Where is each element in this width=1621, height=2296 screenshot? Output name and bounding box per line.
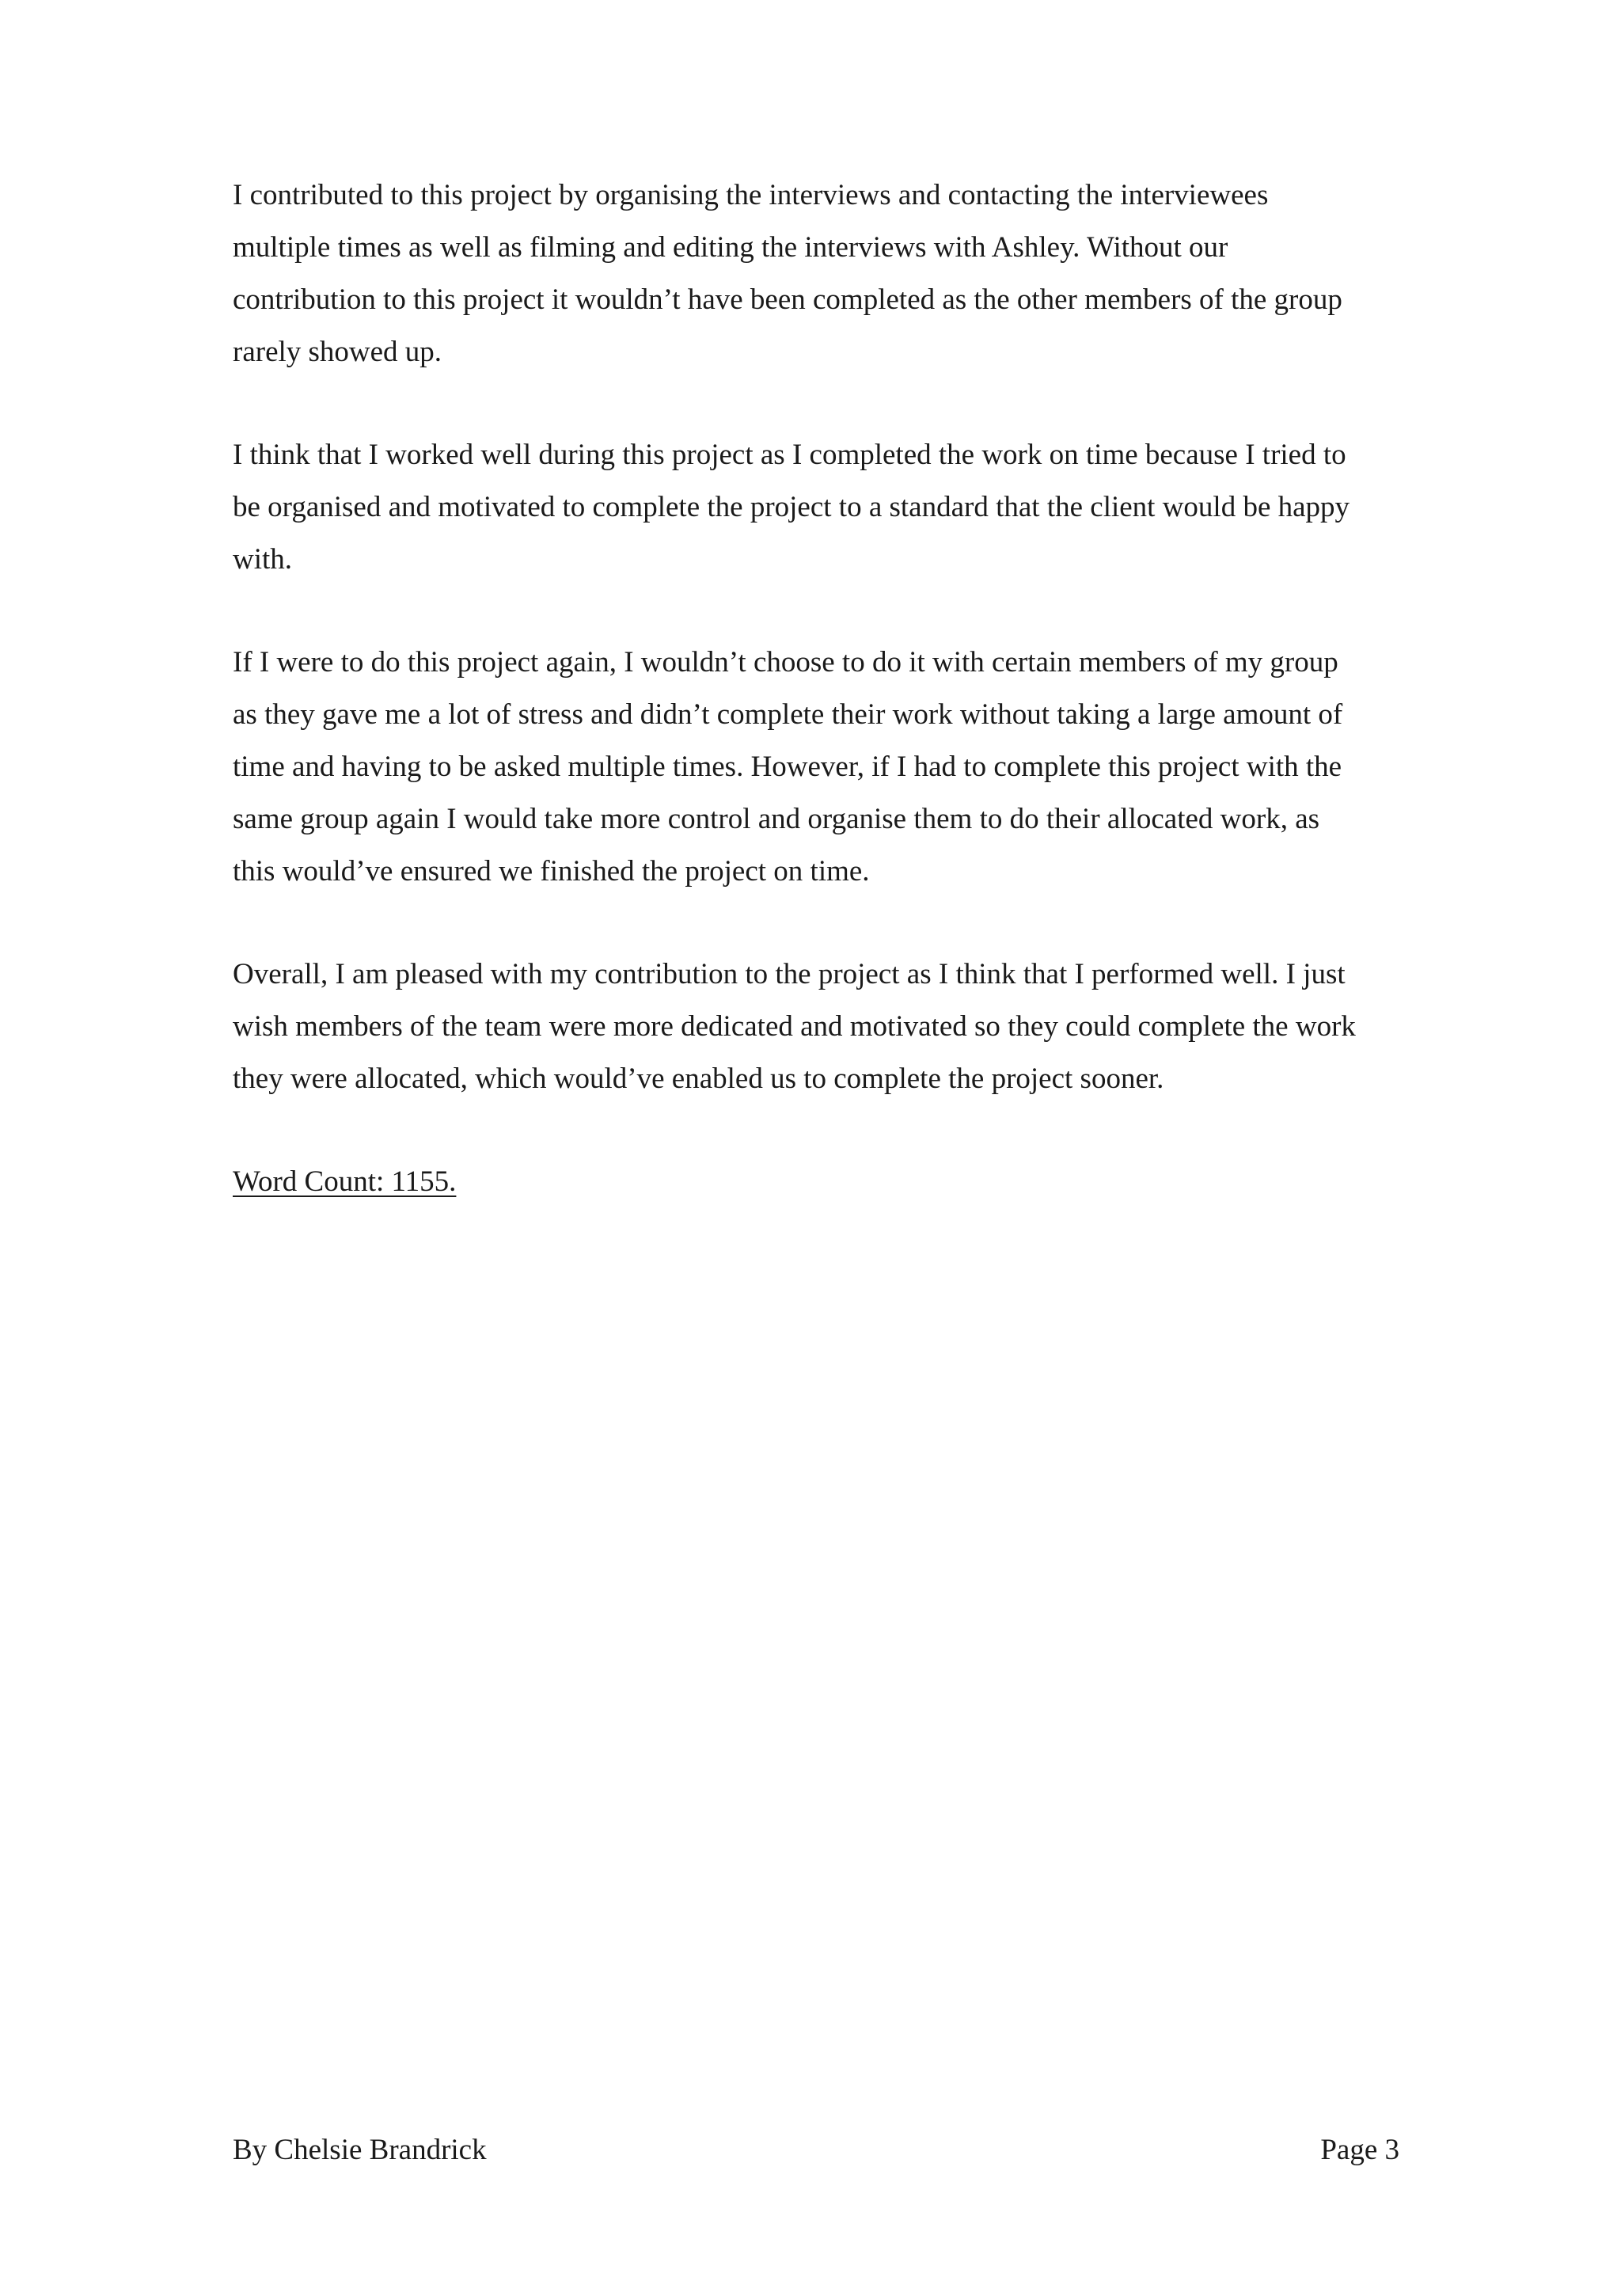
- text-line: multiple times as well as filming and editing the interviews with Ashley. Without our: [233, 231, 1228, 264]
- text-line: Overall, I am pleased with my contribution to the project as I think that I performed well. I just: [233, 958, 1346, 990]
- text-line: same group again I would take more control and organise them to do their allocated work, as: [233, 803, 1320, 835]
- text-line: as they gave me a lot of stress and didn’t complete their work without taking a large amount of: [233, 698, 1343, 731]
- text-line: be organised and motivated to complete the project to a standard that the client would be happy: [233, 491, 1350, 523]
- text-line: this would’ve ensured we finished the project on time.: [233, 855, 870, 888]
- word-count: Word Count: 1155.: [233, 1165, 457, 1198]
- text-line: contribution to this project it wouldn’t have been completed as the other members of the group: [233, 283, 1342, 316]
- text-line: I contributed to this project by organising the interviews and contacting the interviewees: [233, 179, 1269, 211]
- paragraph-self-assessment: [233, 429, 1404, 586]
- text-line: they were allocated, which would’ve enabled us to complete the project sooner.: [233, 1062, 1164, 1095]
- text-line: If I were to do this project again, I wouldn’t choose to do it with certain members of my group: [233, 646, 1338, 679]
- text-line: with.: [233, 543, 293, 576]
- paragraph-overall: [233, 948, 1404, 1105]
- document-body: [233, 169, 1404, 1208]
- footer-author: By Chelsie Brandrick: [233, 2134, 487, 2166]
- text-line: I think that I worked well during this project as I completed the work on time because I tried to: [233, 439, 1346, 471]
- text-line: rarely showed up.: [233, 336, 442, 368]
- paragraph-contribution: [233, 169, 1404, 378]
- text-line: wish members of the team were more dedicated and motivated so they could complete the work: [233, 1010, 1356, 1043]
- text-line: time and having to be asked multiple times. However, if I had to complete this project with the: [233, 751, 1342, 783]
- page-number: Page 3: [1320, 2134, 1399, 2166]
- paragraph-improvements: [233, 637, 1404, 898]
